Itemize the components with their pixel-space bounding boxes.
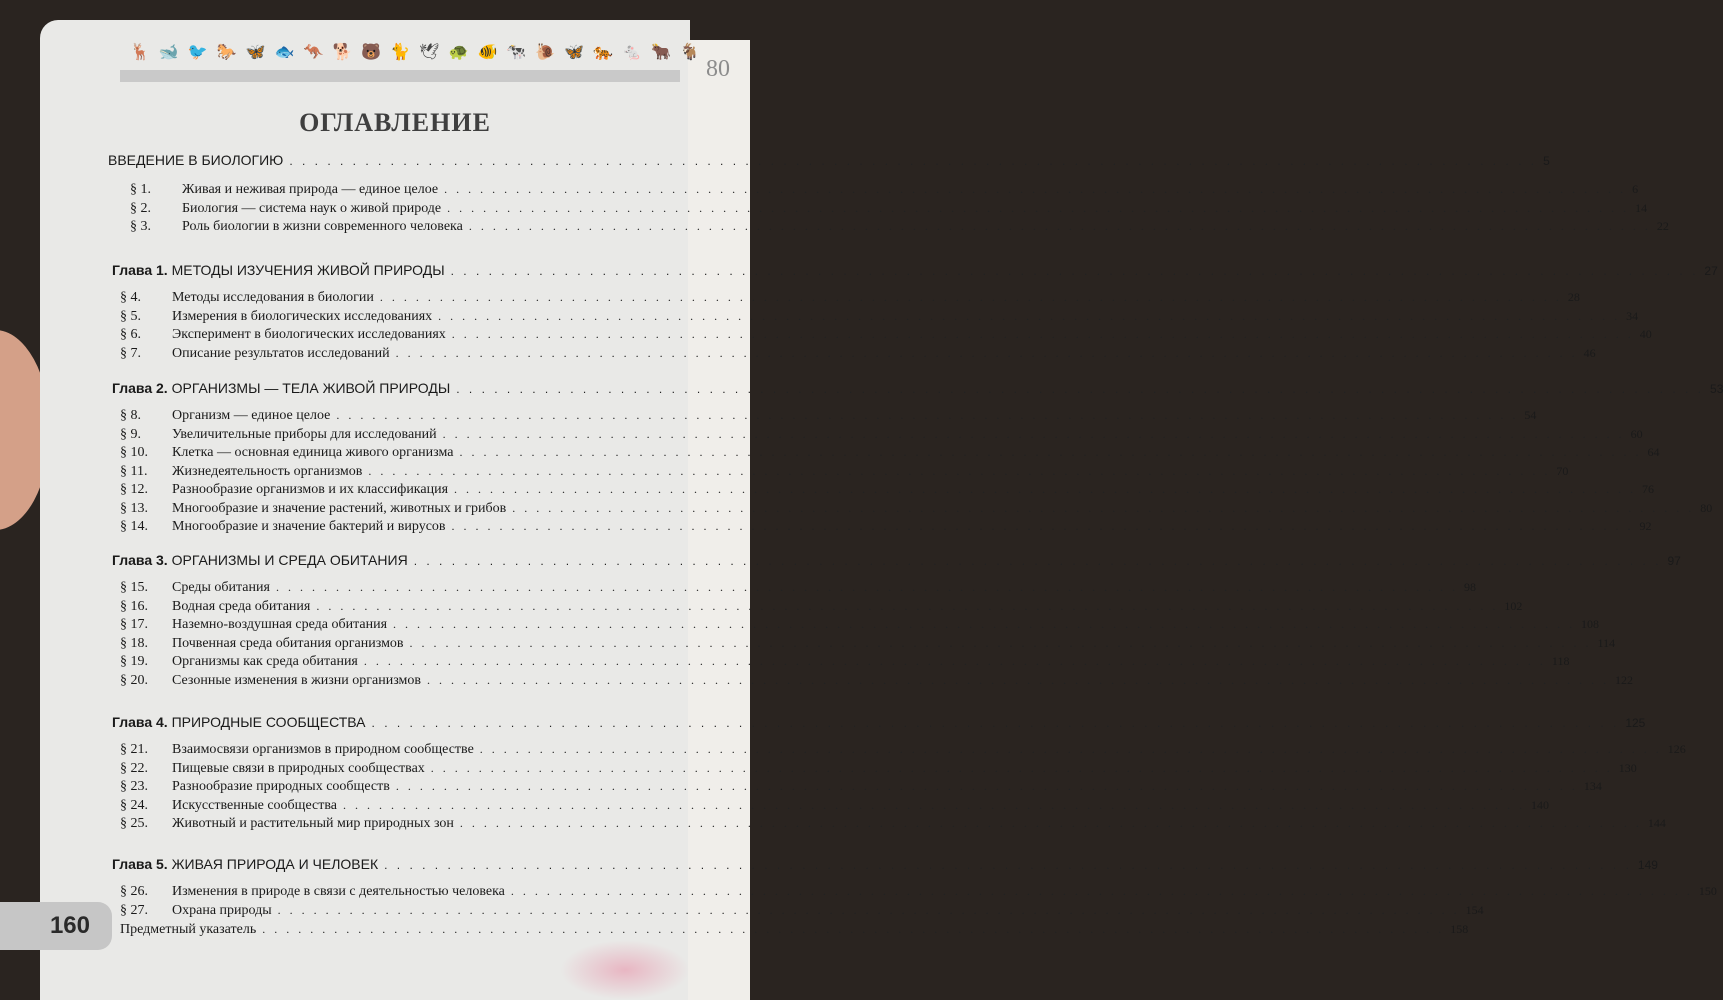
dot-leader (414, 554, 1662, 568)
page-title: ОГЛАВЛЕНИЕ (299, 108, 491, 137)
section-number: § 27. (120, 902, 148, 918)
toc-entry (120, 580, 1476, 596)
section-number: § 17. (120, 617, 148, 632)
toc-entry (120, 500, 1713, 517)
chapter-number: Глава 4. (112, 714, 172, 730)
snail-icon: 🐌 (535, 44, 556, 61)
entry-text: Почвенная среда обитания организмов (172, 635, 404, 651)
page-ref: 70 (1556, 463, 1569, 478)
section-number: § 19. (120, 654, 148, 669)
chapter-title (108, 152, 283, 168)
dot-leader (276, 580, 1458, 595)
dot-leader (380, 290, 1562, 305)
section-number: § 4. (120, 290, 141, 305)
toc-entry (120, 672, 1634, 689)
dot-leader (396, 346, 1578, 361)
pink-stain (560, 940, 690, 1000)
toc-entry (120, 327, 1652, 343)
toc-entry (120, 617, 1600, 633)
entry-title (120, 636, 404, 652)
dot-leader (372, 716, 1620, 730)
entry-title (120, 519, 446, 535)
header-band (120, 70, 680, 82)
entry-title (120, 408, 330, 424)
dot-leader (364, 654, 1546, 669)
deer-icon: 🦌 (130, 44, 150, 61)
section-number: § 22. (120, 760, 148, 776)
toc-entry (120, 760, 1637, 777)
page-ref: 126 (1667, 742, 1686, 756)
toc-entry (120, 463, 1569, 480)
page-ref: 118 (1551, 654, 1570, 668)
entry-title (120, 761, 425, 777)
dot-leader (452, 519, 1634, 534)
toc-entry (120, 482, 1655, 498)
entry-title (130, 219, 463, 235)
entry-text: ВВЕДЕНИЕ В БИОЛОГИЮ (108, 152, 284, 168)
chapter-number: Глава 2. (112, 380, 172, 396)
dot-leader (289, 154, 1537, 168)
dot-leader (452, 327, 1634, 342)
entry-text: Организм — единое целое (172, 408, 331, 423)
entry-title (120, 346, 390, 362)
entry-title (120, 445, 453, 461)
page-ref: 125 (1625, 716, 1646, 730)
entry-text: Жизнедеятельность организмов (172, 463, 363, 479)
chapter-heading (112, 380, 1723, 396)
entry-text: Наземно-воздушная среда обитания (172, 617, 388, 632)
entry-title (130, 201, 441, 217)
toc-entry (120, 308, 1639, 325)
entry-text: Предметный указатель (120, 922, 257, 937)
section-number: § 23. (120, 779, 148, 794)
toc-entry (120, 598, 1523, 615)
dot-leader (431, 761, 1613, 776)
page-ref: 92 (1639, 519, 1652, 533)
whale-icon: 🐋 (158, 44, 179, 61)
entry-text: Методы исследования в биологии (172, 290, 374, 305)
page-ref: 60 (1630, 426, 1643, 441)
section-number: § 2. (130, 200, 151, 216)
page-ref: 140 (1530, 797, 1549, 812)
section-number: § 20. (120, 672, 148, 688)
entry-title (120, 798, 337, 814)
page-ref: 154 (1465, 902, 1484, 917)
page-ref: 40 (1639, 327, 1652, 341)
entry-text: Искусственные сообщества (172, 797, 337, 813)
dot-leader (480, 742, 1662, 757)
section-number: § 11. (120, 463, 148, 479)
entry-title (120, 501, 506, 517)
page-ref: 5 (1543, 154, 1550, 168)
page-ref: 53 (1710, 382, 1723, 396)
page-ref: 27 (1704, 264, 1718, 278)
page-ref: 122 (1615, 672, 1634, 687)
entry-text: Биология — система наук о живой природе (182, 200, 442, 216)
goat-icon: 🐐 (679, 44, 700, 61)
entry-text: Среды обитания (172, 580, 270, 595)
entry-title (120, 427, 437, 443)
page-ref: 22 (1656, 219, 1669, 233)
dot-leader (343, 798, 1525, 813)
entry-text: МЕТОДЫ ИЗУЧЕНИЯ ЖИВОЙ ПРИРОДЫ (171, 262, 445, 278)
section-number: § 21. (120, 742, 148, 757)
page-ref: 150 (1698, 884, 1717, 898)
section-number: § 16. (120, 598, 148, 614)
dot-leader (456, 382, 1704, 396)
entry-title (120, 464, 362, 480)
chapter-heading (112, 856, 1658, 872)
entry-title (130, 182, 438, 198)
next-page-fragment: 80 (706, 56, 730, 82)
chapter-title (112, 856, 378, 872)
dot-leader (384, 858, 1632, 872)
entry-text: ОРГАНИЗМЫ И СРЕДА ОБИТАНИЯ (171, 552, 408, 568)
dot-leader (511, 884, 1693, 899)
page-ref: 114 (1597, 635, 1616, 650)
page-number-badge (0, 902, 112, 950)
entry-text: Живая и неживая природа — единое целое (182, 182, 439, 197)
dot-leader (438, 309, 1620, 324)
dot-leader (278, 903, 1460, 918)
entry-text: Животный и растительный мир природных зон (172, 816, 454, 831)
bird-icon: 🕊 (419, 44, 440, 61)
chapter-number: Глава 3. (112, 552, 172, 568)
entry-text: Многообразие и значение бактерий и вирусов (172, 519, 446, 534)
section-number: § 3. (130, 219, 151, 234)
toc-entry (120, 779, 1602, 795)
section-number: § 9. (120, 426, 141, 442)
page-ref: 6 (1632, 182, 1639, 196)
kangaroo-icon: 🦘 (303, 44, 324, 61)
page-ref: 54 (1524, 408, 1537, 422)
entry-title (120, 482, 448, 498)
chapter-title (112, 380, 450, 396)
entry-text: Клетка — основная единица живого организма (172, 445, 454, 460)
entry-text: Разнообразие организмов и их классификация (172, 482, 449, 497)
chapter-heading (112, 262, 1718, 278)
page-ref: 34 (1626, 308, 1639, 323)
dot-leader (512, 501, 1694, 516)
chapter-heading (112, 714, 1646, 730)
dot-leader (396, 779, 1578, 794)
page-ref: 108 (1581, 617, 1600, 631)
butterfly-icon: 🦋 (564, 44, 585, 61)
dot-leader (443, 427, 1625, 442)
entry-title (120, 309, 432, 325)
chapter-title (112, 552, 408, 568)
section-number: § 12. (120, 482, 148, 497)
dot-leader (454, 482, 1636, 497)
toc-entry (120, 654, 1570, 670)
entry-text: Охрана природы (172, 902, 272, 918)
fish-icon: 🐟 (274, 44, 295, 61)
page-ref: 134 (1583, 779, 1602, 793)
tiger-icon: 🐅 (593, 44, 614, 61)
animal-silhouette-border (130, 38, 700, 66)
dot-leader (368, 464, 1550, 479)
toc-entry (120, 345, 1596, 362)
entry-text: Описание результатов исследований (172, 345, 390, 361)
page-ref: 102 (1504, 598, 1523, 613)
page-number: 160 (49, 912, 90, 939)
entry-text: Эксперимент в биологических исследованиях (172, 327, 446, 342)
section-number: § 25. (120, 816, 148, 831)
page-ref: 76 (1642, 482, 1655, 496)
mouse-icon: 🐁 (622, 44, 642, 61)
dot-leader (262, 922, 1444, 937)
toc-entry (130, 182, 1639, 198)
entry-title (120, 742, 474, 758)
toc-entry (120, 922, 1469, 938)
toc-entry (120, 290, 1580, 306)
entry-text: Увеличительные приборы для исследований (172, 426, 437, 442)
cow-icon: 🐄 (506, 44, 527, 61)
entry-title (120, 816, 454, 832)
entry-title (120, 922, 256, 938)
section-number: § 7. (120, 345, 141, 361)
chapter-heading (112, 552, 1681, 568)
page-ref: 130 (1618, 760, 1637, 775)
section-number: § 26. (120, 884, 148, 899)
toc-entry (120, 816, 1666, 832)
chapter-number: Глава 5. (112, 856, 172, 872)
page-ref: 28 (1567, 290, 1580, 304)
entry-text: Взаимосвязи организмов в природном сообществе (172, 742, 474, 757)
entry-text: Роль биологии в жизни современного человека (182, 219, 463, 234)
section-number: § 13. (120, 500, 148, 516)
bear-icon: 🐻 (361, 44, 382, 61)
entry-text: ЖИВАЯ ПРИРОДА И ЧЕЛОВЕК (171, 856, 379, 872)
dot-leader (410, 636, 1592, 651)
entry-text: ОРГАНИЗМЫ — ТЕЛА ЖИВОЙ ПРИРОДЫ (171, 380, 451, 396)
chapter-number: Глава 1. (112, 262, 172, 278)
turtle-icon: 🐢 (448, 44, 469, 61)
page-ref: 14 (1635, 200, 1648, 215)
dot-leader (459, 445, 1641, 460)
section-number: § 24. (120, 797, 148, 813)
entry-title (120, 290, 374, 306)
section-number: § 14. (120, 519, 148, 534)
toc-entry (120, 519, 1652, 535)
bird-icon: 🐦 (187, 44, 208, 61)
dot-leader (444, 182, 1626, 197)
entry-title (120, 327, 446, 343)
page-ref: 46 (1583, 345, 1596, 360)
page-ref: 98 (1463, 580, 1476, 594)
dot-leader (427, 673, 1609, 688)
toc-entry (120, 742, 1686, 758)
toc-entry (130, 200, 1648, 217)
dot-leader (460, 816, 1642, 831)
page-ref: 80 (1700, 500, 1713, 515)
toc-entry (130, 219, 1669, 235)
cat-icon: 🐈 (390, 44, 411, 61)
page-ref: 158 (1450, 922, 1469, 936)
dot-leader (469, 219, 1651, 234)
fish-icon: 🐠 (477, 44, 498, 61)
chapter-title (112, 262, 445, 278)
page-ref: 97 (1667, 554, 1681, 568)
butterfly-icon: 🦋 (245, 44, 266, 61)
entry-title (120, 903, 272, 919)
dot-leader (393, 617, 1575, 632)
chapter-heading (108, 152, 1550, 168)
dog-icon: 🐕 (332, 44, 353, 61)
horse-icon: 🐎 (216, 44, 237, 61)
toc-entry (120, 902, 1484, 919)
entry-text: Многообразие и значение растений, животных и грибов (172, 500, 507, 516)
section-number: § 8. (120, 408, 141, 423)
entry-title (120, 779, 390, 795)
toc-entry (120, 445, 1660, 461)
entry-text: Измерения в биологических исследованиях (172, 308, 433, 324)
dot-leader (336, 408, 1518, 423)
dot-leader (316, 599, 1498, 614)
entry-text: Изменения в природе в связи с деятельностью человека (172, 884, 505, 899)
entry-title (120, 654, 358, 670)
entry-title (120, 599, 310, 615)
toc-entry (120, 635, 1616, 652)
entry-title (120, 884, 505, 900)
entry-title (120, 580, 270, 596)
dot-leader (451, 264, 1699, 278)
entry-text: Организмы как среда обитания (172, 654, 358, 669)
entry-text: ПРИРОДНЫЕ СООБЩЕСТВА (171, 714, 366, 730)
section-number: § 6. (120, 327, 141, 342)
section-number: § 18. (120, 635, 148, 651)
entry-title (120, 617, 387, 633)
page-ref: 64 (1647, 445, 1660, 459)
page-ref: 149 (1637, 858, 1658, 872)
entry-text: Разнообразие природных сообществ (172, 779, 390, 794)
chapter-title (112, 714, 366, 730)
section-number: § 10. (120, 445, 148, 460)
dot-leader (447, 201, 1629, 216)
entry-text: Сезонные изменения в жизни организмов (172, 672, 422, 688)
entry-text: Пищевые связи в природных сообществах (172, 760, 425, 776)
toc-entry (120, 884, 1717, 900)
toc-entry (120, 408, 1537, 424)
entry-text: Водная среда обитания (172, 598, 311, 614)
ox-icon: 🐂 (650, 44, 671, 61)
page-ref: 144 (1647, 816, 1666, 830)
section-number: § 15. (120, 580, 148, 595)
entry-title (120, 673, 421, 689)
section-number: § 5. (120, 308, 141, 324)
toc-entry (120, 797, 1549, 814)
section-number: § 1. (130, 182, 151, 197)
toc-entry (120, 426, 1643, 443)
